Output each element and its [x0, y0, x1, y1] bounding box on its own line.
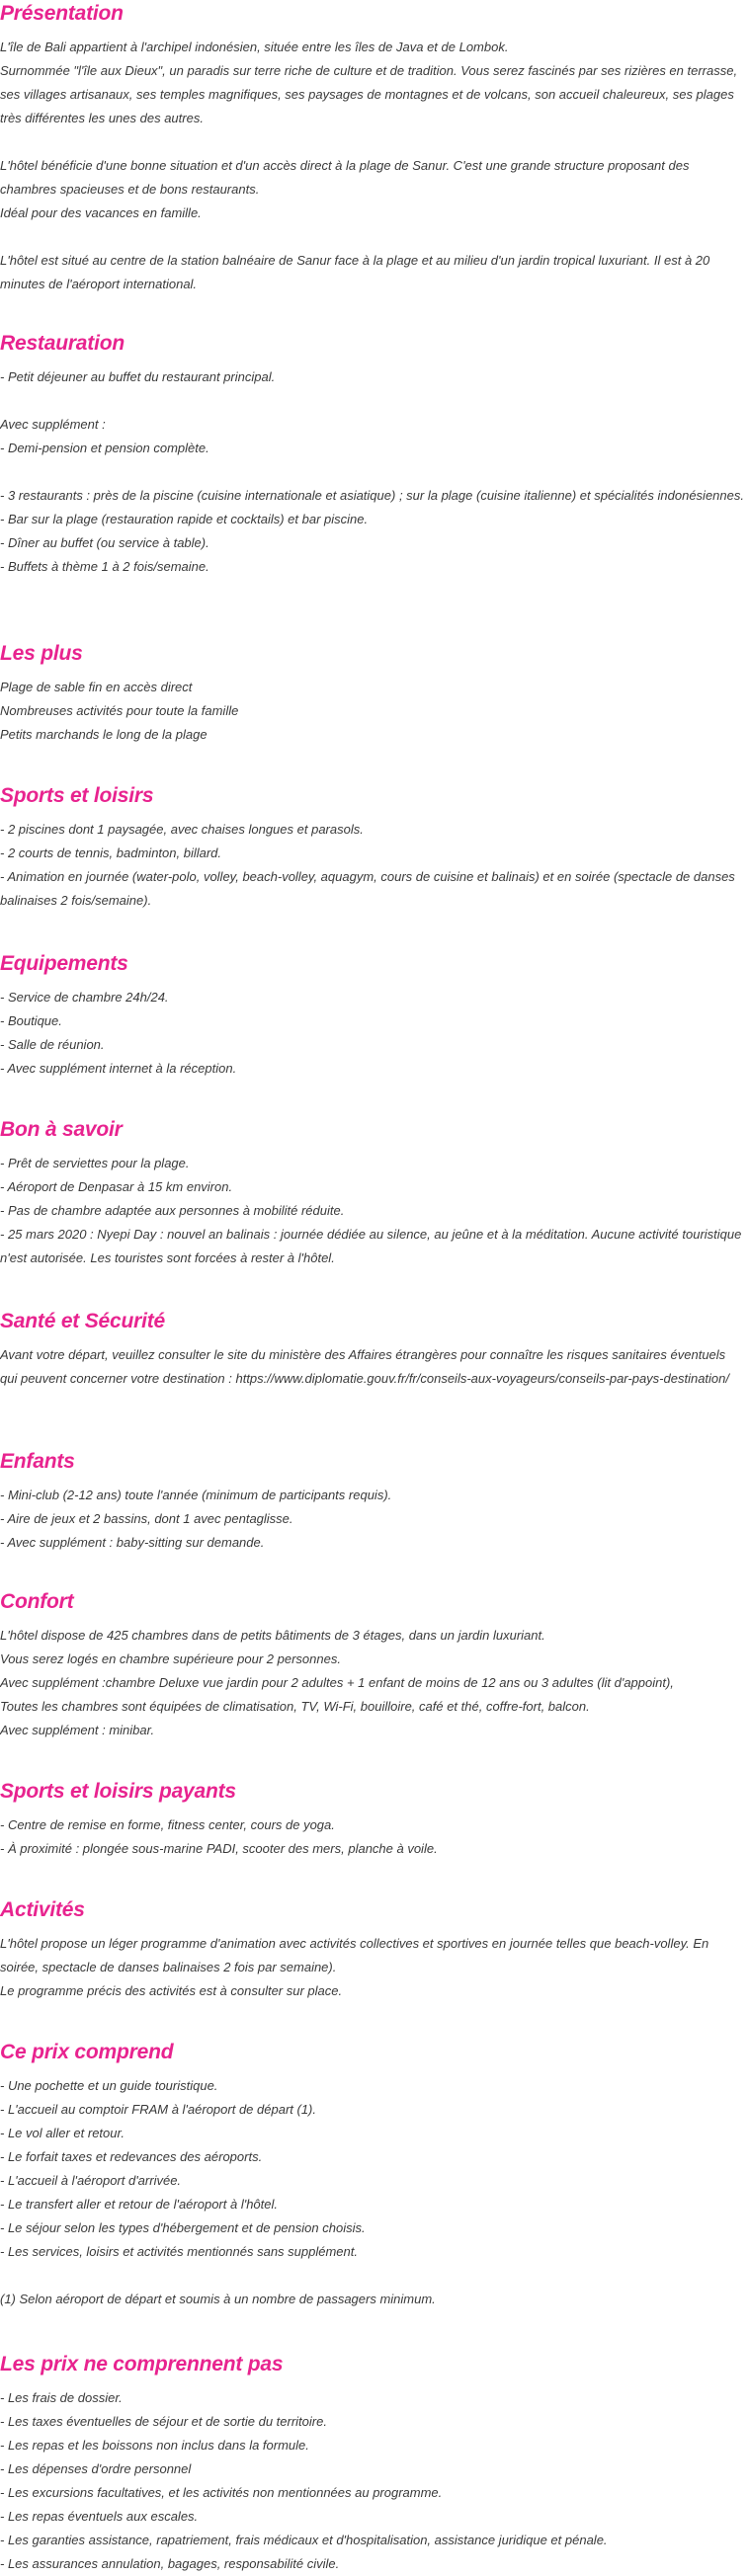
text-line: - Pas de chambre adaptée aux personnes à mobilité réduite.	[0, 1203, 345, 1218]
text-line: L'hôtel dispose de 425 chambres dans de petits bâtiments de 3 étages, dans un jardin luxuriant.	[0, 1628, 545, 1643]
text-line: - Aéroport de Denpasar à 15 km environ.	[0, 1179, 233, 1194]
text-line: Avant votre départ, veuillez consulter le site du ministère des Affaires étrangères pour connaître les risques sanitaires éventuels qui peuvent concerner votre destination : https://www.diplomatie.gouv.fr/fr/conseils-aux-voyageurs/conseils-par-pays-destination/	[0, 1347, 730, 1386]
text-line	[0, 389, 745, 413]
text-line: - Le séjour selon les types d'hébergement et de pension choisis.	[0, 2220, 366, 2235]
section-11	[0, 2039, 749, 2311]
section-title: Sports et loisirs	[0, 784, 154, 807]
section-body	[0, 1932, 749, 2003]
text-line: - 3 restaurants : près de la piscine (cuisine internationale et asiatique) ; sur la plage (cuisine italienne) et spécialités indonésiennes.	[0, 488, 744, 503]
text-line: - Les excursions facultatives, et les activités non mentionnées au programme.	[0, 2485, 443, 2500]
section-body	[0, 676, 749, 747]
text-line: - Centre de remise en forme, fitness center, cours de yoga.	[0, 1817, 335, 1832]
text-line: Avec supplément :	[0, 417, 106, 432]
section-title: Bon à savoir	[0, 1118, 123, 1141]
text-line: - 25 mars 2020 : Nyepi Day : nouvel an balinais : journée dédiée au silence, au jeûne et à la méditation. Aucune activité touristique n'est autorisée. Les touristes sont forcées à rester à l'hôtel.	[0, 1227, 742, 1265]
text-line: - Boutique.	[0, 1013, 62, 1028]
text-line	[0, 130, 745, 154]
text-line: Avec supplément :chambre Deluxe vue jardin pour 2 adultes + 1 enfant de moins de 12 ans ou 3 adultes (lit d'appoint),	[0, 1675, 674, 1690]
text-line: - Les assurances annulation, bagages, responsabilité civile.	[0, 2556, 340, 2571]
section-7	[0, 1448, 749, 1555]
text-line: - Service de chambre 24h/24.	[0, 990, 169, 1005]
section-body	[0, 365, 749, 579]
section-body	[0, 1343, 749, 1391]
section-5	[0, 1116, 749, 1270]
text-line: - Dîner au buffet (ou service à table).	[0, 535, 209, 550]
section-title: Ce prix comprend	[0, 2041, 174, 2063]
section-body	[0, 2074, 749, 2311]
section-12	[0, 2351, 749, 2576]
text-line: L'hôtel propose un léger programme d'animation avec activités collectives et sportives en journée telles que beach-volley. En soirée, spectacle de danses balinaises 2 fois par semaine).	[0, 1936, 709, 1974]
text-line: - Les frais de dossier.	[0, 2390, 123, 2405]
text-line: Vous serez logés en chambre supérieure pour 2 personnes.	[0, 1651, 341, 1666]
text-line: - À proximité : plongée sous-marine PADI, scooter des mers, planche à voile.	[0, 1841, 438, 1856]
section-0	[0, 0, 749, 296]
section-body	[0, 1624, 749, 1742]
text-line: Plage de sable fin en accès direct	[0, 680, 193, 694]
section-title: Les plus	[0, 642, 83, 665]
text-line: - 2 piscines dont 1 paysagée, avec chaises longues et parasols.	[0, 822, 364, 837]
text-line: - Buffets à thème 1 à 2 fois/semaine.	[0, 559, 209, 574]
text-line: - Demi-pension et pension complète.	[0, 441, 209, 455]
section-body	[0, 1813, 749, 1861]
text-line: - Mini-club (2-12 ans) toute l'année (minimum de participants requis).	[0, 1488, 392, 1502]
section-body	[0, 1152, 749, 1270]
section-8	[0, 1588, 749, 1742]
section-body	[0, 986, 749, 1081]
section-10	[0, 1896, 749, 2003]
text-line: (1) Selon aéroport de départ et soumis à un nombre de passagers minimum.	[0, 2292, 436, 2306]
text-line: - L'accueil au comptoir FRAM à l'aéroport de départ (1).	[0, 2102, 316, 2117]
text-line: - Les garanties assistance, rapatriement, frais médicaux et d'hospitalisation, assistance juridique et pénale.	[0, 2533, 608, 2547]
section-2	[0, 640, 749, 747]
section-title: Les prix ne comprennent pas	[0, 2353, 284, 2375]
text-line: Avec supplément : minibar.	[0, 1723, 155, 1737]
text-line: L'hôtel est situé au centre de la station balnéaire de Sanur face à la plage et au milieu d'un jardin tropical luxuriant. Il est à 20 minutes de l'aéroport international.	[0, 253, 710, 291]
text-line: - Le transfert aller et retour de l'aéroport à l'hôtel.	[0, 2197, 278, 2212]
text-line: Petits marchands le long de la plage	[0, 727, 208, 742]
text-line: - Les repas et les boissons non inclus dans la formule.	[0, 2438, 309, 2453]
text-line: - Salle de réunion.	[0, 1037, 105, 1052]
text-line: - Les repas éventuels aux escales.	[0, 2509, 199, 2524]
section-body	[0, 2386, 749, 2576]
text-line: - Les services, loisirs et activités mentionnés sans supplément.	[0, 2244, 358, 2259]
text-line: L'île de Bali appartient à l'archipel indonésien, située entre les îles de Java et de Lombok.	[0, 40, 509, 54]
section-title: Sports et loisirs payants	[0, 1780, 236, 1803]
section-title: Restauration	[0, 332, 125, 355]
text-line: - Les taxes éventuelles de séjour et de sortie du territoire.	[0, 2414, 327, 2429]
section-9	[0, 1778, 749, 1861]
section-3	[0, 782, 749, 913]
section-title: Santé et Sécurité	[0, 1310, 165, 1332]
text-line: - Prêt de serviettes pour la plage.	[0, 1156, 190, 1170]
section-body	[0, 818, 749, 913]
section-title: Présentation	[0, 2, 124, 25]
text-line: - Aire de jeux et 2 bassins, dont 1 avec pentaglisse.	[0, 1511, 293, 1526]
text-line	[0, 225, 745, 249]
text-line: Surnommée "l'île aux Dieux", un paradis sur terre riche de culture et de tradition. Vous serez fascinés par ses rizières en terrasse, ses villages artisanaux, ses temples magnifiques, ses paysages de montagnes et de volcans, son accueil chaleureux, ses plages très différentes les unes des autres.	[0, 63, 738, 125]
text-line: - Le vol aller et retour.	[0, 2126, 125, 2140]
text-line: - Avec supplément internet à la réception.	[0, 1061, 237, 1076]
text-line: - L'accueil à l'aéroport d'arrivée.	[0, 2173, 182, 2188]
text-line: - Les dépenses d'ordre personnel	[0, 2461, 192, 2476]
text-line: L'hôtel bénéficie d'une bonne situation et d'un accès direct à la plage de Sanur. C'est une grande structure proposant des chambres spacieuses et de bons restaurants.	[0, 158, 690, 197]
text-line	[0, 2264, 745, 2288]
text-line: Toutes les chambres sont équipées de climatisation, TV, Wi-Fi, bouilloire, café et thé, coffre-fort, balcon.	[0, 1699, 590, 1714]
text-line: - 2 courts de tennis, badminton, billard.	[0, 845, 222, 860]
section-title: Enfants	[0, 1450, 75, 1473]
section-body	[0, 1484, 749, 1555]
text-line: Le programme précis des activités est à consulter sur place.	[0, 1983, 343, 1998]
text-line: - Le forfait taxes et redevances des aéroports.	[0, 2149, 263, 2164]
text-line: Idéal pour des vacances en famille.	[0, 205, 202, 220]
section-title: Confort	[0, 1590, 74, 1613]
text-line: - Avec supplément : baby-sitting sur demande.	[0, 1535, 265, 1550]
text-line: - Une pochette et un guide touristique.	[0, 2078, 218, 2093]
section-title: Equipements	[0, 952, 128, 975]
text-line	[0, 460, 745, 484]
section-1	[0, 330, 749, 579]
section-body	[0, 36, 749, 296]
text-line: - Bar sur la plage (restauration rapide et cocktails) et bar piscine.	[0, 512, 369, 526]
text-line: Nombreuses activités pour toute la famille	[0, 703, 239, 718]
section-title: Activités	[0, 1898, 85, 1921]
text-line: - Petit déjeuner au buffet du restaurant principal.	[0, 369, 276, 384]
section-6	[0, 1308, 749, 1391]
section-4	[0, 950, 749, 1081]
text-line: - Animation en journée (water-polo, volley, beach-volley, aquagym, cours de cuisine et balinais) et en soirée (spectacle de danses balinaises 2 fois/semaine).	[0, 869, 735, 908]
